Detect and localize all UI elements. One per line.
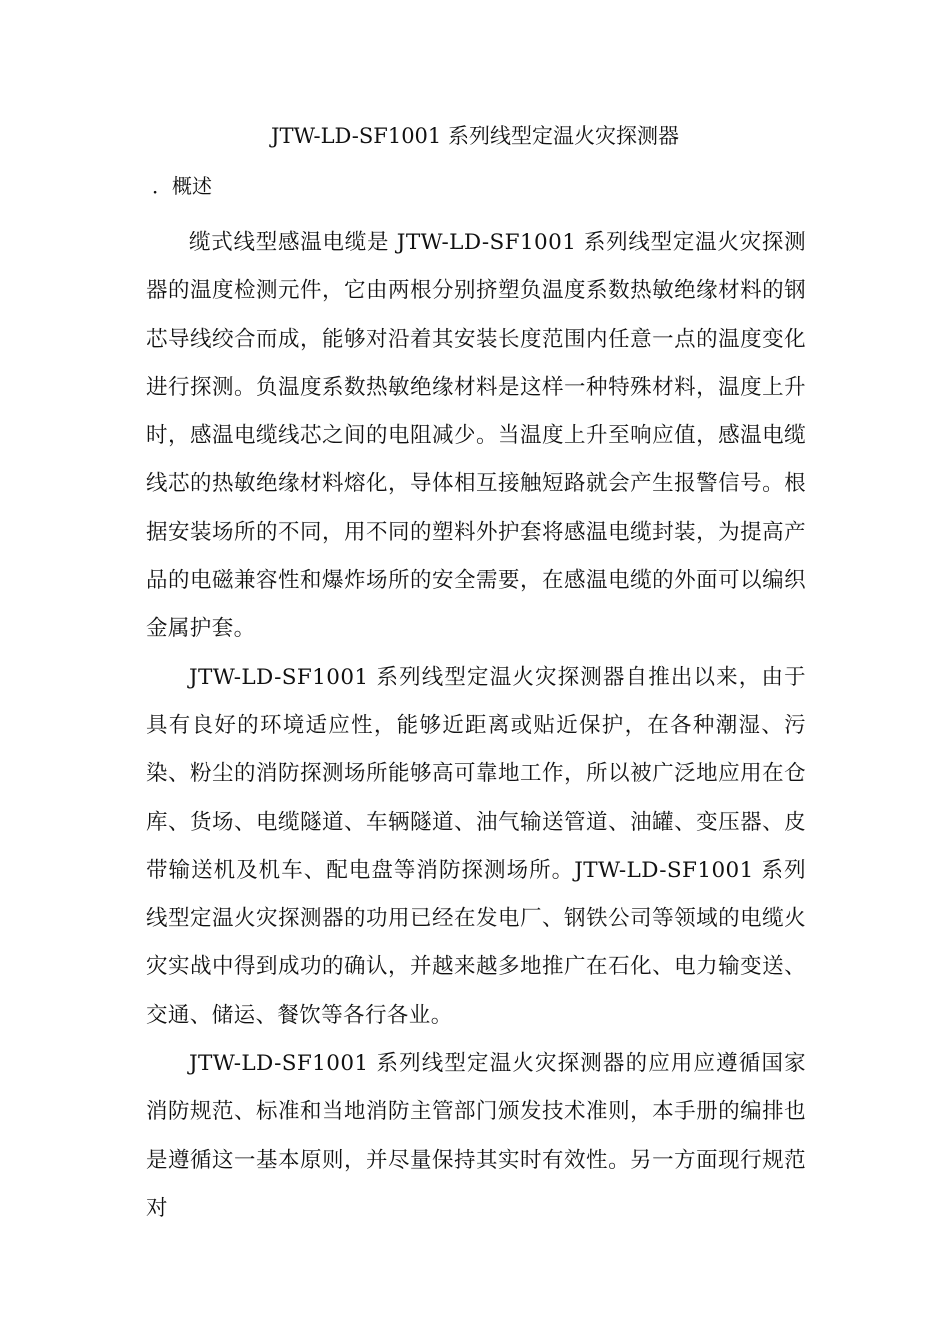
body-text <box>146 219 806 1233</box>
paragraph: JTW-LD-SF1001 系列线型定温火灾探测器的应用应遵循国家消防规范、标准和当地消防主管部门颁发技术准则，本手册的编排也是遵循这一基本原则，并尽量保持其实时有效性。另一方面现行规范对 <box>146 1051 806 1221</box>
section-heading-overview: ．概述 <box>152 174 212 198</box>
document-title: JTW-LD-SF1001 系列线型定温火灾探测器 <box>271 124 679 148</box>
paragraph: 缆式线型感温电缆是 JTW-LD-SF1001 系列线型定温火灾探测器的温度检测元件，它由两根分别挤塑负温度系数热敏绝缘材料的钢芯导线绞合而成，能够对沿着其安装长度范围内任意一点的温度变化进行探测。负温度系数热敏绝缘材料是这样一种特殊材料，温度上升时，感温电缆线芯之间的电阻减少。当温度上升至响应值，感温电缆线芯的热敏绝缘材料熔化，导体相互接触短路就会产生报警信号。根据安装场所的不同，用不同的塑料外护套将感温电缆封装，为提高产品的电磁兼容性和爆炸场所的安全需要，在感温电缆的外面可以编织金属护套。 <box>146 230 806 642</box>
paragraph: JTW-LD-SF1001 系列线型定温火灾探测器自推出以来，由于具有良好的环境适应性，能够近距离或贴近保护，在各种潮湿、污染、粉尘的消防探测场所能够高可靠地工作，所以被广泛地应用在仓库、货场、电缆隧道、车辆隧道、油气输送管道、油罐、变压器、皮带输送机及机车、配电盘等消防探测场所。JTW-LD-SF1001 系列线型定温火灾探测器的功用已经在发电厂、钢铁公司等领域的电缆火灾实战中得到成功的确认，并越来越多地推广在石化、电力输变送、交通、储运、餐饮等各行各业。 <box>146 664 806 1028</box>
